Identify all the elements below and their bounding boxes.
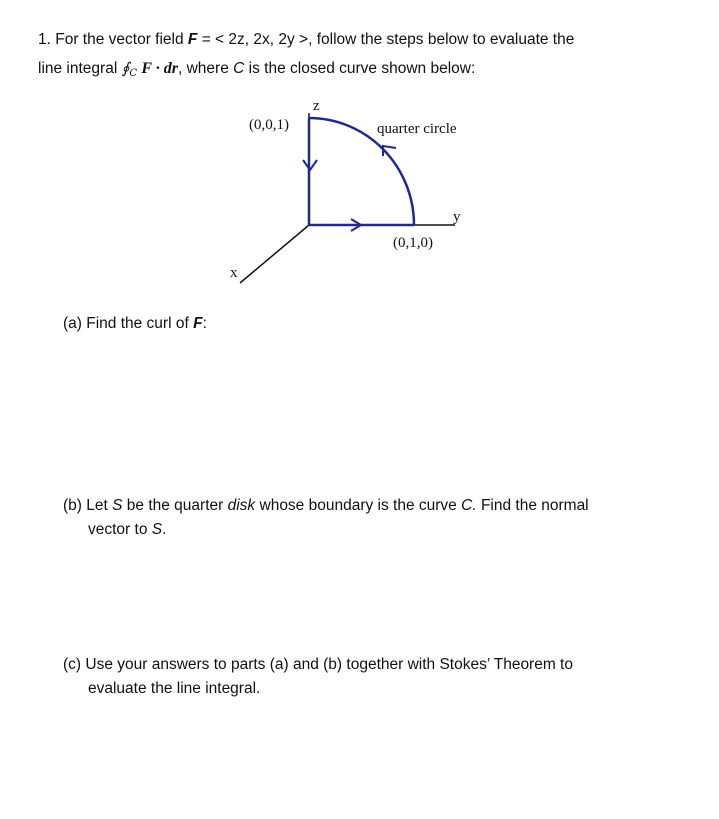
- curve-description: is the closed curve shown below:: [248, 60, 476, 77]
- oint-icon: ∮: [121, 59, 130, 77]
- point-z-label: (0,0,1): [249, 117, 289, 133]
- field-symbol: F: [187, 31, 198, 48]
- part-c-line-1: (c) Use your answers to parts (a) and (b) together with Stokes’ Theorem to: [63, 656, 573, 673]
- part-b-prefix: (b) Let: [63, 497, 108, 514]
- part-b-mid2: whose boundary is the curve: [259, 497, 457, 514]
- part-a-colon: :: [202, 315, 207, 332]
- part-b-line-1: [63, 494, 589, 518]
- part-b-line2a: vector to: [88, 521, 148, 538]
- part-b: [63, 494, 589, 542]
- part-b-surface-symbol: S: [112, 497, 123, 514]
- part-b-mid3: Find the normal: [480, 497, 589, 514]
- x-axis: [240, 225, 309, 283]
- z-axis-label: z: [313, 98, 320, 114]
- part-b-curve-symbol: C.: [461, 497, 477, 514]
- problem-intro: For the vector field: [55, 31, 184, 48]
- part-a: [63, 312, 207, 336]
- quarter-circle-label: quarter circle: [377, 121, 457, 137]
- problem-number: 1.: [38, 31, 51, 48]
- oint-subscript: C: [129, 68, 138, 79]
- part-b-mid1: be the quarter: [126, 497, 224, 514]
- integrand: F · dr: [141, 60, 178, 77]
- part-c: [63, 653, 573, 701]
- part-a-symbol: F: [193, 315, 203, 332]
- where-text: , where: [178, 60, 229, 77]
- line-integral-label: line integral: [38, 60, 118, 77]
- part-b-line-2: [63, 518, 589, 542]
- y-axis-label: y: [453, 209, 461, 225]
- part-a-text: (a) Find the curl of: [63, 315, 189, 332]
- curve-symbol: C: [233, 60, 245, 77]
- x-axis-label: x: [230, 265, 238, 281]
- field-definition: = < 2z, 2x, 2y >, follow the steps below to evaluate the: [197, 31, 575, 48]
- part-c-line-2: evaluate the line integral.: [88, 680, 261, 697]
- part-b-period: .: [162, 521, 167, 538]
- part-b-disk: disk: [227, 497, 256, 514]
- point-y-label: (0,1,0): [393, 235, 433, 251]
- part-b-surface-symbol-2: S: [151, 521, 163, 538]
